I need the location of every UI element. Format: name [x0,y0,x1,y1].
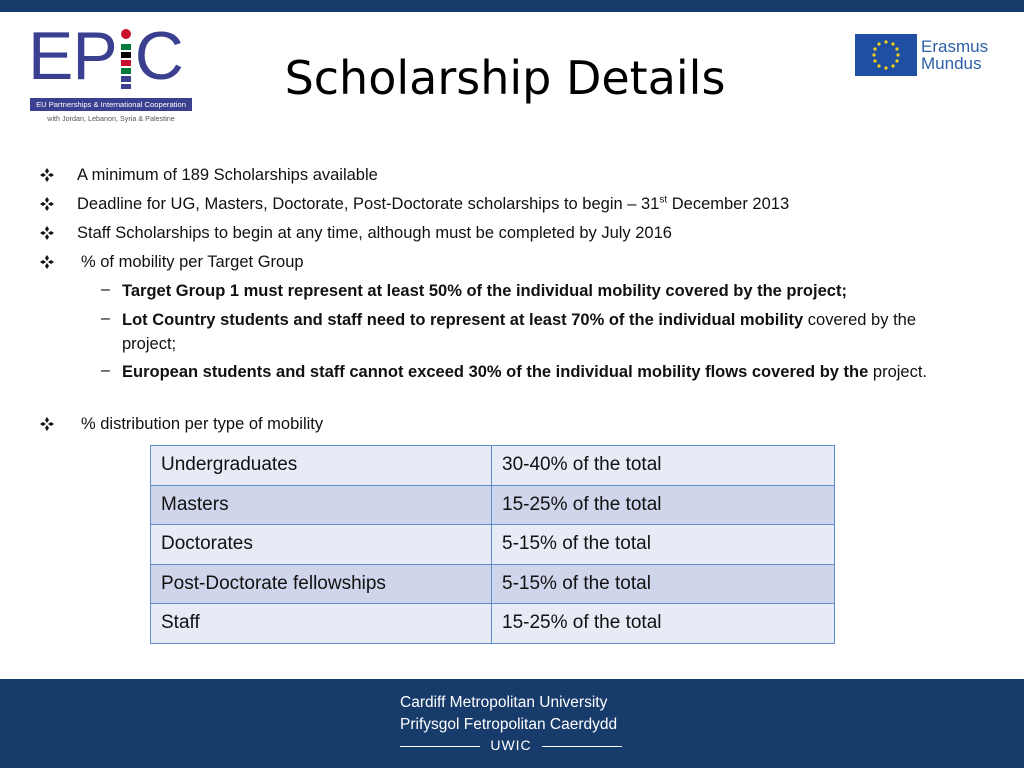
table-row [151,525,835,565]
table-cell-type: Post-Doctorate fellowships [151,564,492,604]
footer-divider-right [542,746,622,747]
deadline-ordinal: st [659,194,668,206]
table-cell-type: Masters [151,485,492,525]
university-name-english: Cardiff Metropolitan University [400,694,608,711]
logo-banner: EU Partnerships & International Cooperation [30,98,192,111]
table-cell-type: Staff [151,604,492,644]
table-cell-share: 5-15% of the total [492,564,835,604]
erasmus-mundus-text [921,38,988,72]
sub-bullet-lot-country [122,308,942,356]
distribution-table [150,445,835,644]
footer-divider-left [400,746,480,747]
deadline-text: Deadline for UG, Masters, Doctorate, Post-Doctorate scholarships to begin – 31 [77,195,660,213]
sub-bullet-normal: project. [868,363,928,381]
table-row [151,604,835,644]
diamond-bullet-icon [40,255,54,269]
erasmus-mundus-logo [855,34,1005,78]
logo-letter-c: C [134,18,183,94]
diamond-bullet-icon [40,417,54,431]
table-row [151,485,835,525]
table-cell-type: Doctorates [151,525,492,565]
table-cell-share: 15-25% of the total [492,604,835,644]
sub-bullet-target-group-1 [122,279,942,303]
table-row [151,564,835,604]
table-cell-share: 15-25% of the total [492,485,835,525]
table-cell-share: 30-40% of the total [492,446,835,486]
deadline-month: December 2013 [667,195,790,213]
table-row [151,446,835,486]
top-bar [0,0,1024,12]
bullet-distribution-type: % distribution per type of mobility [81,415,324,433]
university-name-welsh: Prifysgol Fetropolitan Caerdydd [400,716,618,733]
logo-letter-p: P [72,18,117,94]
diamond-bullet-icon [40,226,54,240]
table-cell-share: 5-15% of the total [492,525,835,565]
footer-bar [0,679,1024,768]
sub-bullet-bold: Target Group 1 must represent at least 50% of the individual mobility covered by the project; [122,282,847,300]
bullet-scholarships-available: A minimum of 189 Scholarships available [77,166,378,184]
sub-bullet-bold: European students and staff cannot exceed 30% of the individual mobility flows covered by the [122,363,869,381]
eu-flag-icon [855,34,917,76]
table-cell-type: Undergraduates [151,446,492,486]
bullet-staff-scholarships: Staff Scholarships to begin at any time, although must be completed by July 2016 [77,224,672,242]
page-title: Scholarship Details [284,51,726,105]
mundus-word: Mundus [921,54,982,73]
dash-bullet: – [101,281,110,298]
sub-bullet-normal: covered by the project; [122,311,917,353]
diamond-bullet-icon [40,168,54,182]
dash-bullet: – [101,310,110,327]
erasmus-word: Erasmus [921,37,989,56]
bullet-deadline [77,193,789,215]
dash-bullet: – [101,362,110,379]
diamond-bullet-icon [40,197,54,211]
uwic-logo: UWIC [490,737,532,753]
logo-subline: with Jordan, Lebanon, Syria & Palestine [47,114,175,123]
sub-bullet-european-students [122,360,942,384]
sub-bullet-bold: Lot Country students and staff need to represent at least 70% of the individual mobility [122,311,804,329]
logo-letter-e: E [28,18,73,94]
bullet-mobility-target-group: % of mobility per Target Group [81,253,304,271]
